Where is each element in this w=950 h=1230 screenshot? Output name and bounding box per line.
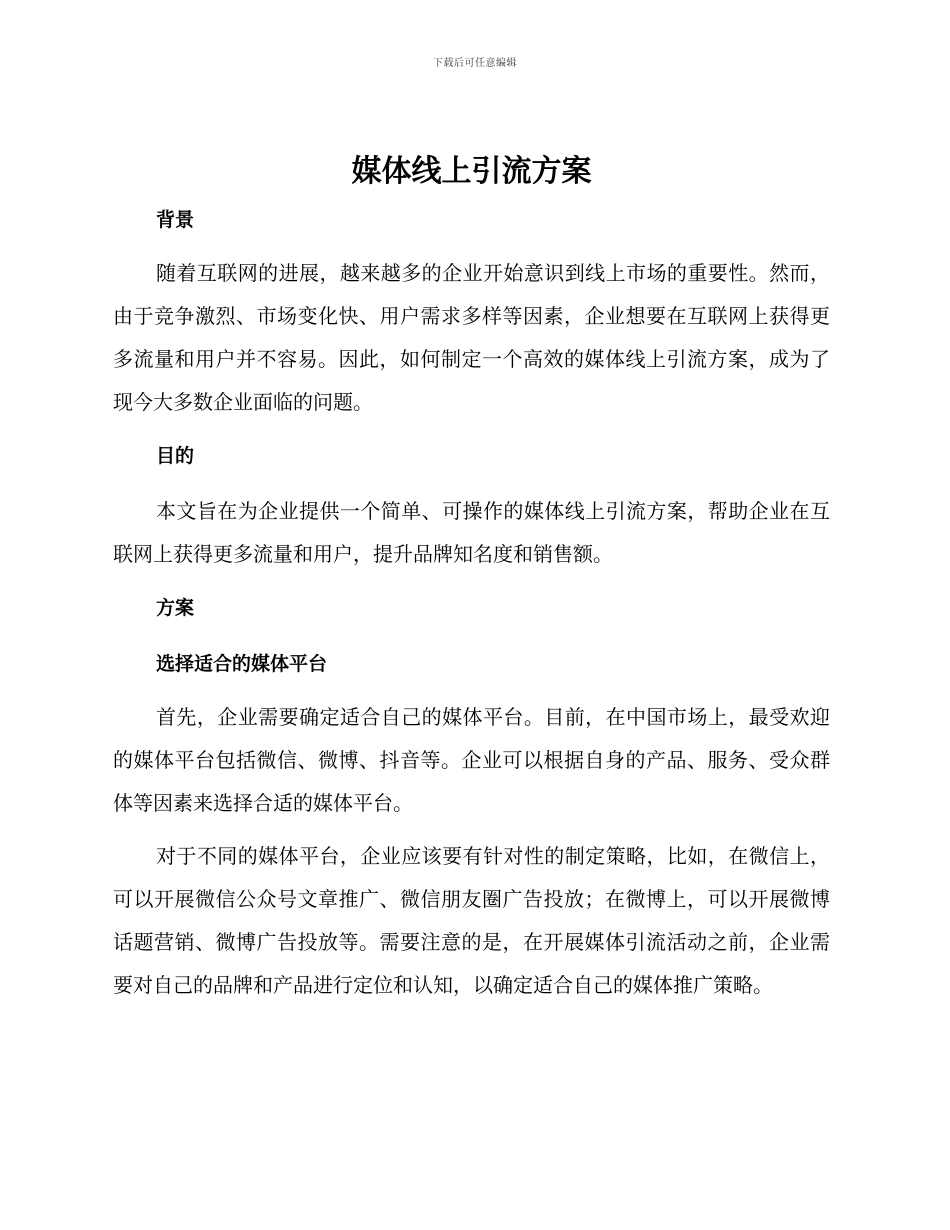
- subheading-choose-platform: 选择适合的媒体平台: [156, 653, 328, 675]
- paragraph-plan-2: 对于不同的媒体平台，企业应该要有针对性的制定策略，比如，在微信上，可以开展微信公众号文章推广、微信朋友圈广告投放；在微博上，可以开展微博话题营销、微博广告投放等。需要注意的是，在开展媒体引流活动之前，企业需要对自己的品牌和产品进行定位和认知，以确定适合自己的媒体推广策略。: [113, 844, 830, 997]
- section-heading-purpose: 目的: [156, 445, 195, 467]
- section-heading-plan: 方案: [156, 597, 195, 619]
- paragraph-purpose: 本文旨在为企业提供一个简单、可操作的媒体线上引流方案，帮助企业在互联网上获得更多流量和用户，提升品牌知名度和销售额。: [113, 499, 830, 566]
- paragraph-background: 随着互联网的进展，越来越多的企业开始意识到线上市场的重要性。然而，由于竞争激烈、市场变化快、用户需求多样等因素，企业想要在互联网上获得更多流量和用户并不容易。因此，如何制定一个高效的媒体线上引流方案，成为了现今大多数企业面临的问题。: [113, 261, 830, 414]
- section-heading-background: 背景: [156, 209, 195, 231]
- page-header-note: 下载后可任意编辑: [433, 58, 517, 69]
- paragraph-plan-1: 首先，企业需要确定适合自己的媒体平台。目前，在中国市场上，最受欢迎的媒体平台包括微信、微博、抖音等。企业可以根据自身的产品、服务、受众群体等因素来选择合适的媒体平台。: [113, 705, 830, 815]
- document-title: 媒体线上引流方案: [351, 154, 592, 189]
